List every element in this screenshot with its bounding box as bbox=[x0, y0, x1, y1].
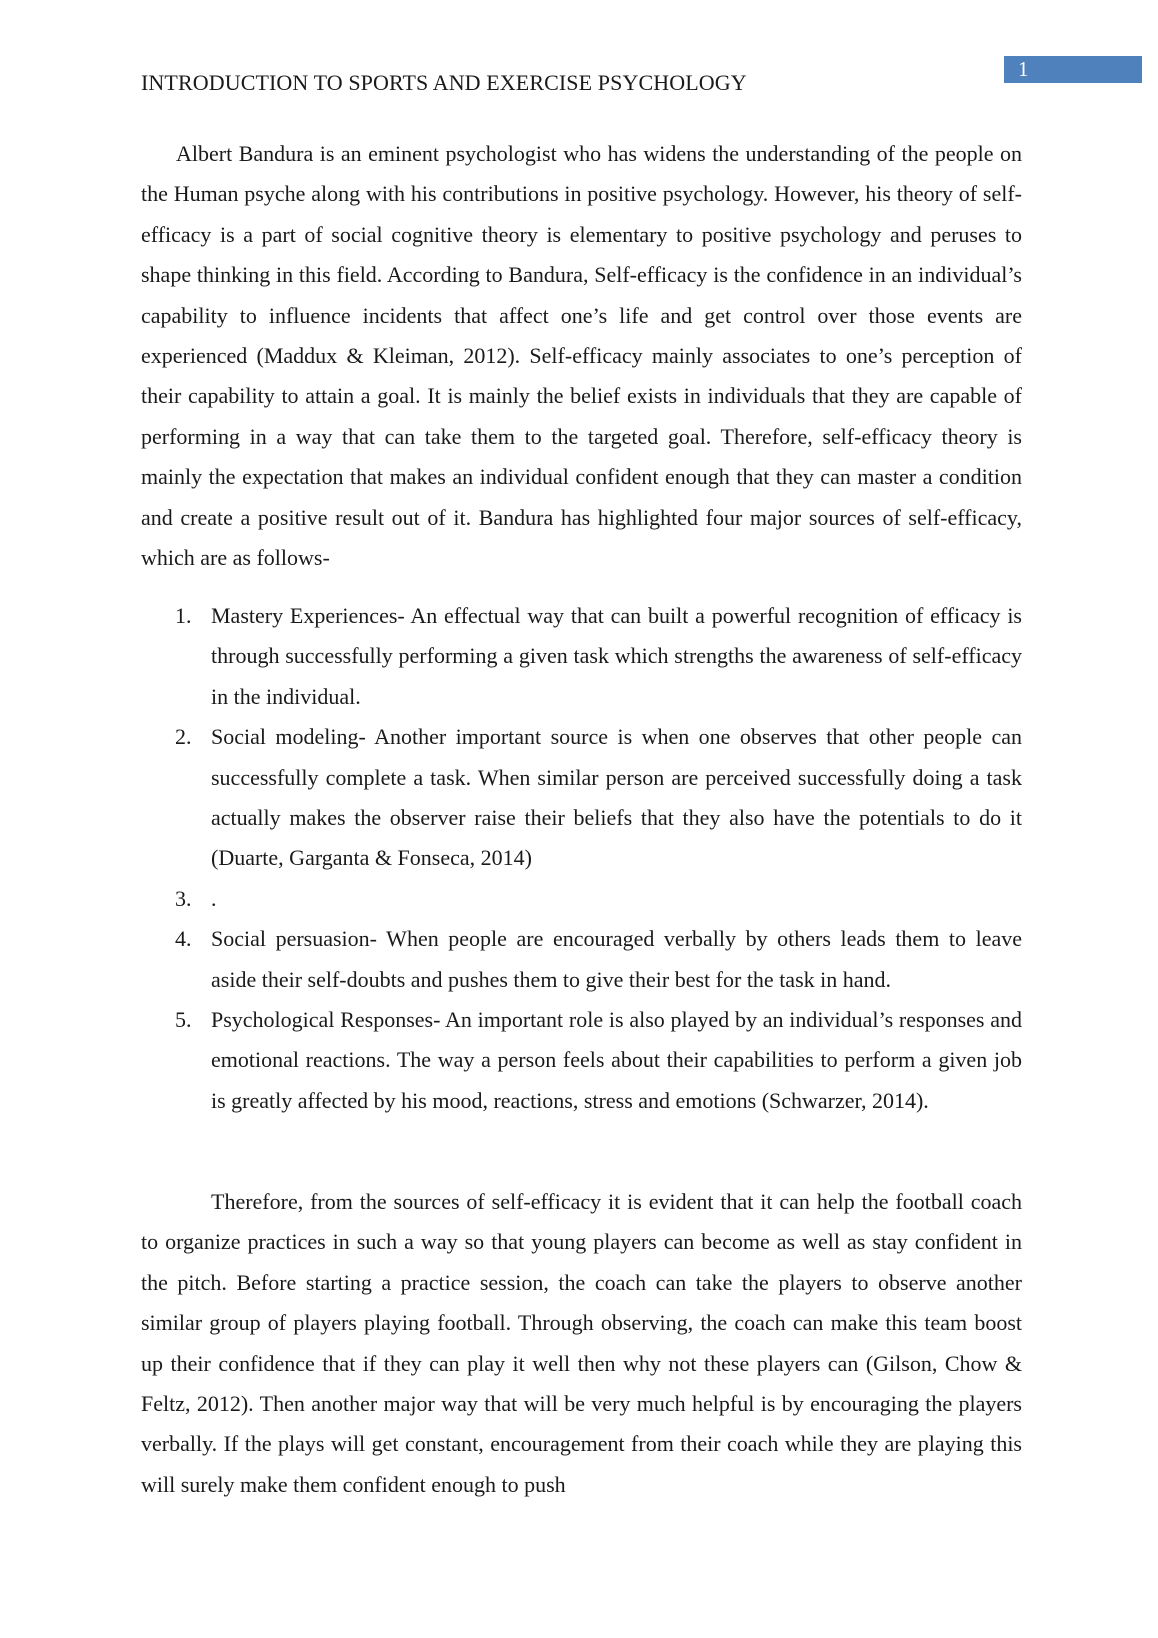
list-item bbox=[141, 596, 1022, 717]
list-item-number: 4. bbox=[175, 926, 192, 952]
self-efficacy-sources-list bbox=[141, 596, 1022, 1121]
list-item-number: 1. bbox=[175, 603, 192, 628]
list-item-number: 3. bbox=[175, 885, 192, 911]
list-item-text: Social persuasion- When people are encouraged verbally by others leads them to leave aside their self-doubts and pushes them to give their best for the task in hand. bbox=[211, 926, 1022, 992]
list-item-text: Social modeling- Another important source is when one observes that other people can successfully complete a task. When similar person are perceived successfully doing a task actually makes the observer raise their beliefs that they also have the potentials to do it (Duarte, Garganta & Fonseca, 2014) bbox=[211, 724, 1022, 871]
body-paragraph-1: Albert Bandura is an eminent psychologist who has widens the understanding of the people on the Human psyche along with his contributions in positive psychology. However, his theory of self-efficacy is a part of social cognitive theory is elementary to positive psychology and peruses to shape thinking in this field. According to Bandura, Self-efficacy is the confidence in an individual’s capability to influence incidents that affect one’s life and get control over those events are experienced (Maddux & Kleiman, 2012). Self-efficacy mainly associates to one’s perception of their capability to attain a goal. It is mainly the belief exists in individuals that they are capable of performing in a way that can take them to the targeted goal. Therefore, self-efficacy theory is mainly the expectation that makes an individual confident enough that they can master a condition and create a positive result out of it. Bandura has highlighted four major sources of self-efficacy, which are as follows- bbox=[141, 141, 1022, 571]
running-head: INTRODUCTION TO SPORTS AND EXERCISE PSYCHOLOGY bbox=[141, 70, 747, 95]
list-item bbox=[141, 1000, 1022, 1121]
list-item-text: Mastery Experiences- An effectual way that can built a powerful recognition of efficacy is through successfully performing a given task which strengths the awareness of self-efficacy in the individual. bbox=[211, 603, 1022, 709]
list-item-number: 5. bbox=[175, 1007, 192, 1033]
list-item-text: Psychological Responses- An important role is also played by an individual’s responses and emotional reactions. The way a person feels about their capabilities to perform a given job is greatly affected by his mood, reactions, stress and emotions (Schwarzer, 2014). bbox=[211, 1007, 1022, 1113]
body-paragraph-2: Therefore, from the sources of self-efficacy it is evident that it can help the football coach to organize practices in such a way so that young players can become as well as stay confident in the pitch. Before starting a practice session, the coach can take the players to observe another similar group of players playing football. Through observing, the coach can make this team boost up their confidence that if they can play it well then why not these players can (Gilson, Chow & Feltz, 2012). Then another major way that will be very much helpful is by encouraging the players verbally. If the plays will get constant, encouragement from their coach while they are playing this will surely make them confident enough to push bbox=[141, 1189, 1022, 1497]
list-item bbox=[141, 919, 1022, 1000]
list-item-text: . bbox=[211, 885, 217, 911]
list-item-number: 2. bbox=[175, 724, 192, 750]
list-item bbox=[141, 717, 1022, 879]
list-item bbox=[141, 879, 1022, 919]
page-number: 1 bbox=[1004, 56, 1142, 83]
